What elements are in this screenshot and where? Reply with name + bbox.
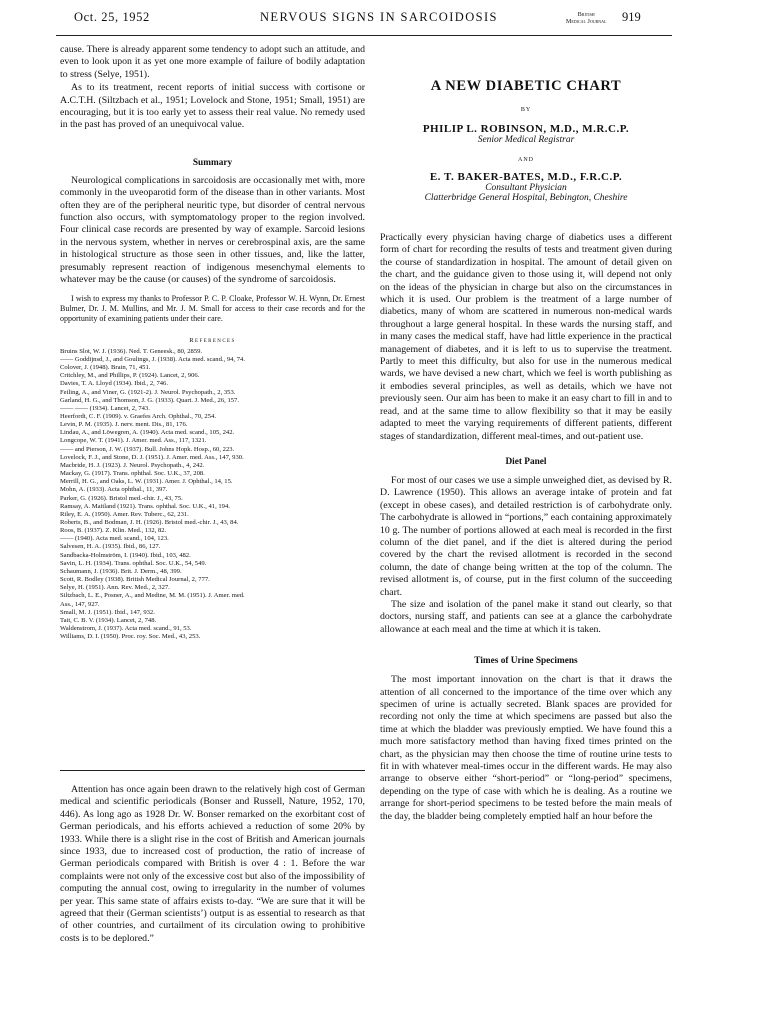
intro-paragraph: Practically every physician having charge of diabetics uses a different form of chart for recording the results of tests and treatment given during the course of standardization in hospital. The amount of detail given on the chart, and the guidance given to those using it, will depend not only on the ideas of the physician in charge but also on the circumstances in which it is used. Our problem is the treatment of a large number of diabetics, many of whom are scattered in numerous non-medical wards throughout a large general hospital. In these wards the nursing staff, and in many cases the medical staff, have had little experience in the practical management of diabetes, and it is left to us to supervise the treatment. Partly to meet this difficulty, but also for use in the numerous medical wards, we have devised a new chart, which we feel is worth publishing as it embodies several principles, as well as details, which we have not previously seen. Our aim has been to make it an easy chart to fill in and to read, and at the same time to allow flexibility so that it may be easily adapted to meet the varying requirements of different patients, different stages of standardization, different meal-times, and out-patient use. (380, 232, 672, 442)
page-header (56, 0, 672, 36)
reference-item: Parker, G. (1926). Bristol med.-chir. J., 43, 75. (60, 494, 183, 502)
hospital-affiliation: Clatterbridge General Hospital, Bebington, Cheshire (424, 193, 628, 203)
reference-item: Levin, P. M. (1935). J. nerv. ment. Dis., 81, 176. (60, 421, 188, 429)
reference-item: Selye, H. (1951). Ann. Rev. Med., 2, 327. (60, 584, 170, 592)
reference-item: Ass., 147, 927. (60, 600, 100, 608)
diet-panel-heading: Diet Panel (505, 456, 547, 467)
reference-item: Roberts, B., and Bodman, J. H. (1926). Bristol med.-chir. J., 43, 84. (60, 519, 239, 526)
reference-item: Small, M. J. (1951). Ibid., 147, 932. (60, 608, 155, 616)
issue-date: Oct. 25, 1952 (74, 10, 150, 24)
reference-item: Colover, J. (1948). Brain, 71, 451. (60, 364, 151, 372)
reference-item: Waldenstrom, J. (1937). Acta med. scand., 91, 53. (60, 625, 192, 633)
reference-item: Salvesen, H. A. (1935). Ibid., 86, 127. (60, 543, 161, 551)
reference-item: Sandbacka-Holmström, I. (1940). Ibid., 103, 482. (60, 551, 191, 559)
author-robinson-role: Senior Medical Registrar (477, 135, 575, 145)
intro-continuation: cause. There is already apparent some tendency to adopt such an attitude, and even to look upon it as yet one more example of failure of bodily adaptation to stress (Selye, 1951). (60, 44, 365, 80)
right-column (380, 78, 672, 823)
article-title: A NEW DIABETIC CHART (430, 78, 622, 94)
reference-item: Critchley, M., and Phillips, P. (1924). Lancet, 2, 906. (60, 372, 200, 380)
reference-item: —— and Pierson, J. W. (1937). Bull. Johns Hopk. Hosp., 60, 223. (60, 445, 235, 453)
reference-item: Williams, D. I. (1950). Proc. roy. Soc. Med., 43, 253. (60, 633, 201, 641)
journal-name-line2: Medical Journal (566, 19, 607, 25)
left-column-lower (60, 784, 365, 945)
byline-and: AND (518, 157, 534, 163)
reference-item: Siltzbach, L. E., Posner, A., and Medine, M. M. (1951). J. Amer. med. (60, 592, 245, 600)
reference-item: Roos, B. (1937). Z. Klin. Med., 132, 82. (60, 527, 167, 535)
reference-item: Mohn, A. (1933). Acta ophthal., 11, 397. (60, 486, 168, 494)
reference-item: Lovelock, F. J., and Stone, D. J. (1951). J. Amer. med. Ass., 147, 930. (60, 453, 244, 461)
treatment-paragraph: As to its treatment, recent reports of initial success with cortisone or A.C.T.H. (Siltzbach et al., 1951; Lovelock and Stone, 1951; Small, 1951) are encouraging, but it is too early yet to assess their real value. No remedy used in the past has proved of an unequivocal value. (60, 82, 365, 131)
reference-item: Bruins Slot, W. J. (1936). Ned. T. Geneesk., 80, 2859. (60, 347, 203, 355)
acknowledgements: I wish to express my thanks to Professor P. C. P. Cloake, Professor W. H. Wynn, Dr. Ernest Bulmer, Dr. J. M. Mullins, and Mr. J. M. Small for access to their case records and for the opportunity of examining patients under their care. (60, 293, 365, 324)
byline-by: BY (520, 107, 532, 113)
reference-item: Heerfordt, C. F. (1909). v. Graefes Arch. Ophthal., 70, 254. (60, 412, 216, 420)
references-heading: References (189, 336, 236, 344)
diet-panel-paragraph-2: The size and isolation of the panel make it stand out clearly, so that doctors, nursing staff, and patients can see at a glance the carbohydrate allowance at each meal and the time at which it is taken. (380, 598, 672, 635)
page-number: 919 (622, 10, 641, 24)
author-baker-bates: E. T. BAKER-BATES, M.D., F.R.C.P. (429, 171, 623, 183)
summary-heading: Summary (192, 157, 233, 168)
urine-times-heading: Times of Urine Specimens (474, 656, 578, 667)
reference-item: Davies, T. A. Lloyd (1934). Ibid., 2, 746. (60, 380, 168, 388)
reference-item: Savin, L. H. (1934). Trans. ophthal. Soc. U.K., 54, 549. (60, 559, 207, 567)
reference-item: Garland, H. G., and Thomson, J. G. (1933). Quart. J. Med., 26, 157. (60, 396, 239, 404)
reference-item: Schaumann, J. (1936). Brit. J. Derm., 48, 399. (60, 567, 182, 575)
reference-item: Tait, C. B. V. (1934). Lancet, 2, 748. (60, 616, 157, 624)
running-title: NERVOUS SIGNS IN SARCOIDOSIS (260, 10, 498, 24)
reference-item: Mackay, G. (1917). Trans. ophthal. Soc. U.K., 37, 208. (60, 470, 205, 478)
reference-item: Macbride, H. J. (1923). J. Neurol. Psychopath., 4, 242. (60, 461, 205, 469)
reference-item: —— (1940). Acta med. scand., 104, 123. (60, 535, 169, 543)
reference-item: —— —— (1934). Lancet, 2, 743. (60, 404, 150, 412)
urine-times-paragraph: The most important innovation on the chart is that it draws the attention of all concerned to the importance of the time over which any specimen of urine is actually secreted. Blank spaces are provided for recording not only the time at which specimens are passed but also the time at which the bladder was previously emptied. We have found this a much more satisfactory method than having fixed times printed on the chart, as the physician may then choose the time of routine urine tests to fit in with whatever meal-times occur in the different wards. He may also arrange to observe either “short-period” or “long-period” specimens, depending on the type of case with which he is dealing. As a routine we arrange for short-period specimens to be tested before the main meals of the day, the bladder being completely emptied half an hour before the (380, 674, 672, 822)
reference-item: Ramsay, A. Maitland (1921). Trans. ophthal. Soc. U.K., 41, 194. (60, 502, 230, 510)
journal-name-line1: British (577, 12, 595, 18)
left-column (60, 44, 365, 641)
section-divider (60, 770, 365, 771)
author-baker-bates-role: Consultant Physician (485, 183, 567, 193)
reference-item: —— Goddijnsd, J., and Goulings, J. (1938). Acta med. scand., 94, 74. (60, 355, 245, 363)
reference-item: Feiling, A., and Viner, G. (1921-2). J. Neurol. Psychopath., 2, 353. (60, 388, 236, 396)
reference-list (60, 348, 365, 642)
attention-paragraph: Attention has once again been drawn to the relatively high cost of German medical and scientific periodicals (Bonser and Russell, Nature, 1952, 170, 446). As long ago as 1928 Dr. W. Bonser remarked on the exorbitant cost of German periodicals, and his efforts achieved a reduction of some 20% by 1933. While there is a slight rise in the cost of British and American journals since 1933, due to increased cost of production, the ratio of increase of German periodicals compared with British is over 4 : 1. Before the war complaints were not only of the excessive cost but also of the impossibility of computing the annual cost, owing to irregularity in the number of volumes per year. This same state of affairs exists to-day. “We are sure that it will be agreed that their (German scientists’) output is as essential to research as that of other countries, and curtailment of its circulation owing to prohibitive costs is to be deplored.” (60, 784, 366, 944)
diet-panel-paragraph-1: For most of our cases we use a simple unweighed diet, as devised by R. D. Lawrence (1950). This allows an average intake of protein and fat (except in obese cases), and detailed restriction is of carbohydrate only. The carbohydrate is allowed in “portions,” each containing approximately 10 g. The number of portions allowed at each meal is recorded in the first column of the diet panel, and if the diet is altered during the period covered by the chart the revised allotment is recorded in the second column, the date of change being written at the top of the column. The revised allotment is, of course, put in the first column of the succeeding chart. (380, 474, 672, 598)
reference-item: Merrill, H. G., and Oaks, L. W. (1931). Amer. J. Ophthal., 14, 15. (60, 478, 233, 486)
reference-item: Scott, R. Bodley (1938). British Medical Journal, 2, 777. (60, 576, 210, 584)
summary-paragraph: Neurological complications in sarcoidosis are occasionally met with, more commonly in the uveoparotid form of the disease than in other variants. Most often they are of the peripheral neuritic type, but disorder of central nervous function also occurs, with symptomatology proper to the region involved. Four clinical case records are presented by way of example. Sarcoid lesions in the nervous system, whether in nerves or cerebrospinal axis, are the same in histological structure as those seen in other tissues, and, like the latter, presumably represent reaction of indigenous mesenchymal elements to whatever may be the cause (or causes) of the syndrome of sarcoidosis. (60, 174, 365, 286)
reference-item: Riley, E. A. (1950). Amer. Rev. Tuberc., 62, 231. (60, 510, 189, 518)
author-robinson: PHILIP L. ROBINSON, M.D., M.R.C.P. (422, 123, 630, 135)
reference-item: Lindau, A., and Löwegren, A. (1940). Acta med. scand., 105, 242. (60, 429, 235, 437)
reference-item: Longcope, W. T. (1941). J. Amer. med. Ass., 117, 1321. (60, 437, 207, 445)
journal-name (566, 12, 607, 26)
